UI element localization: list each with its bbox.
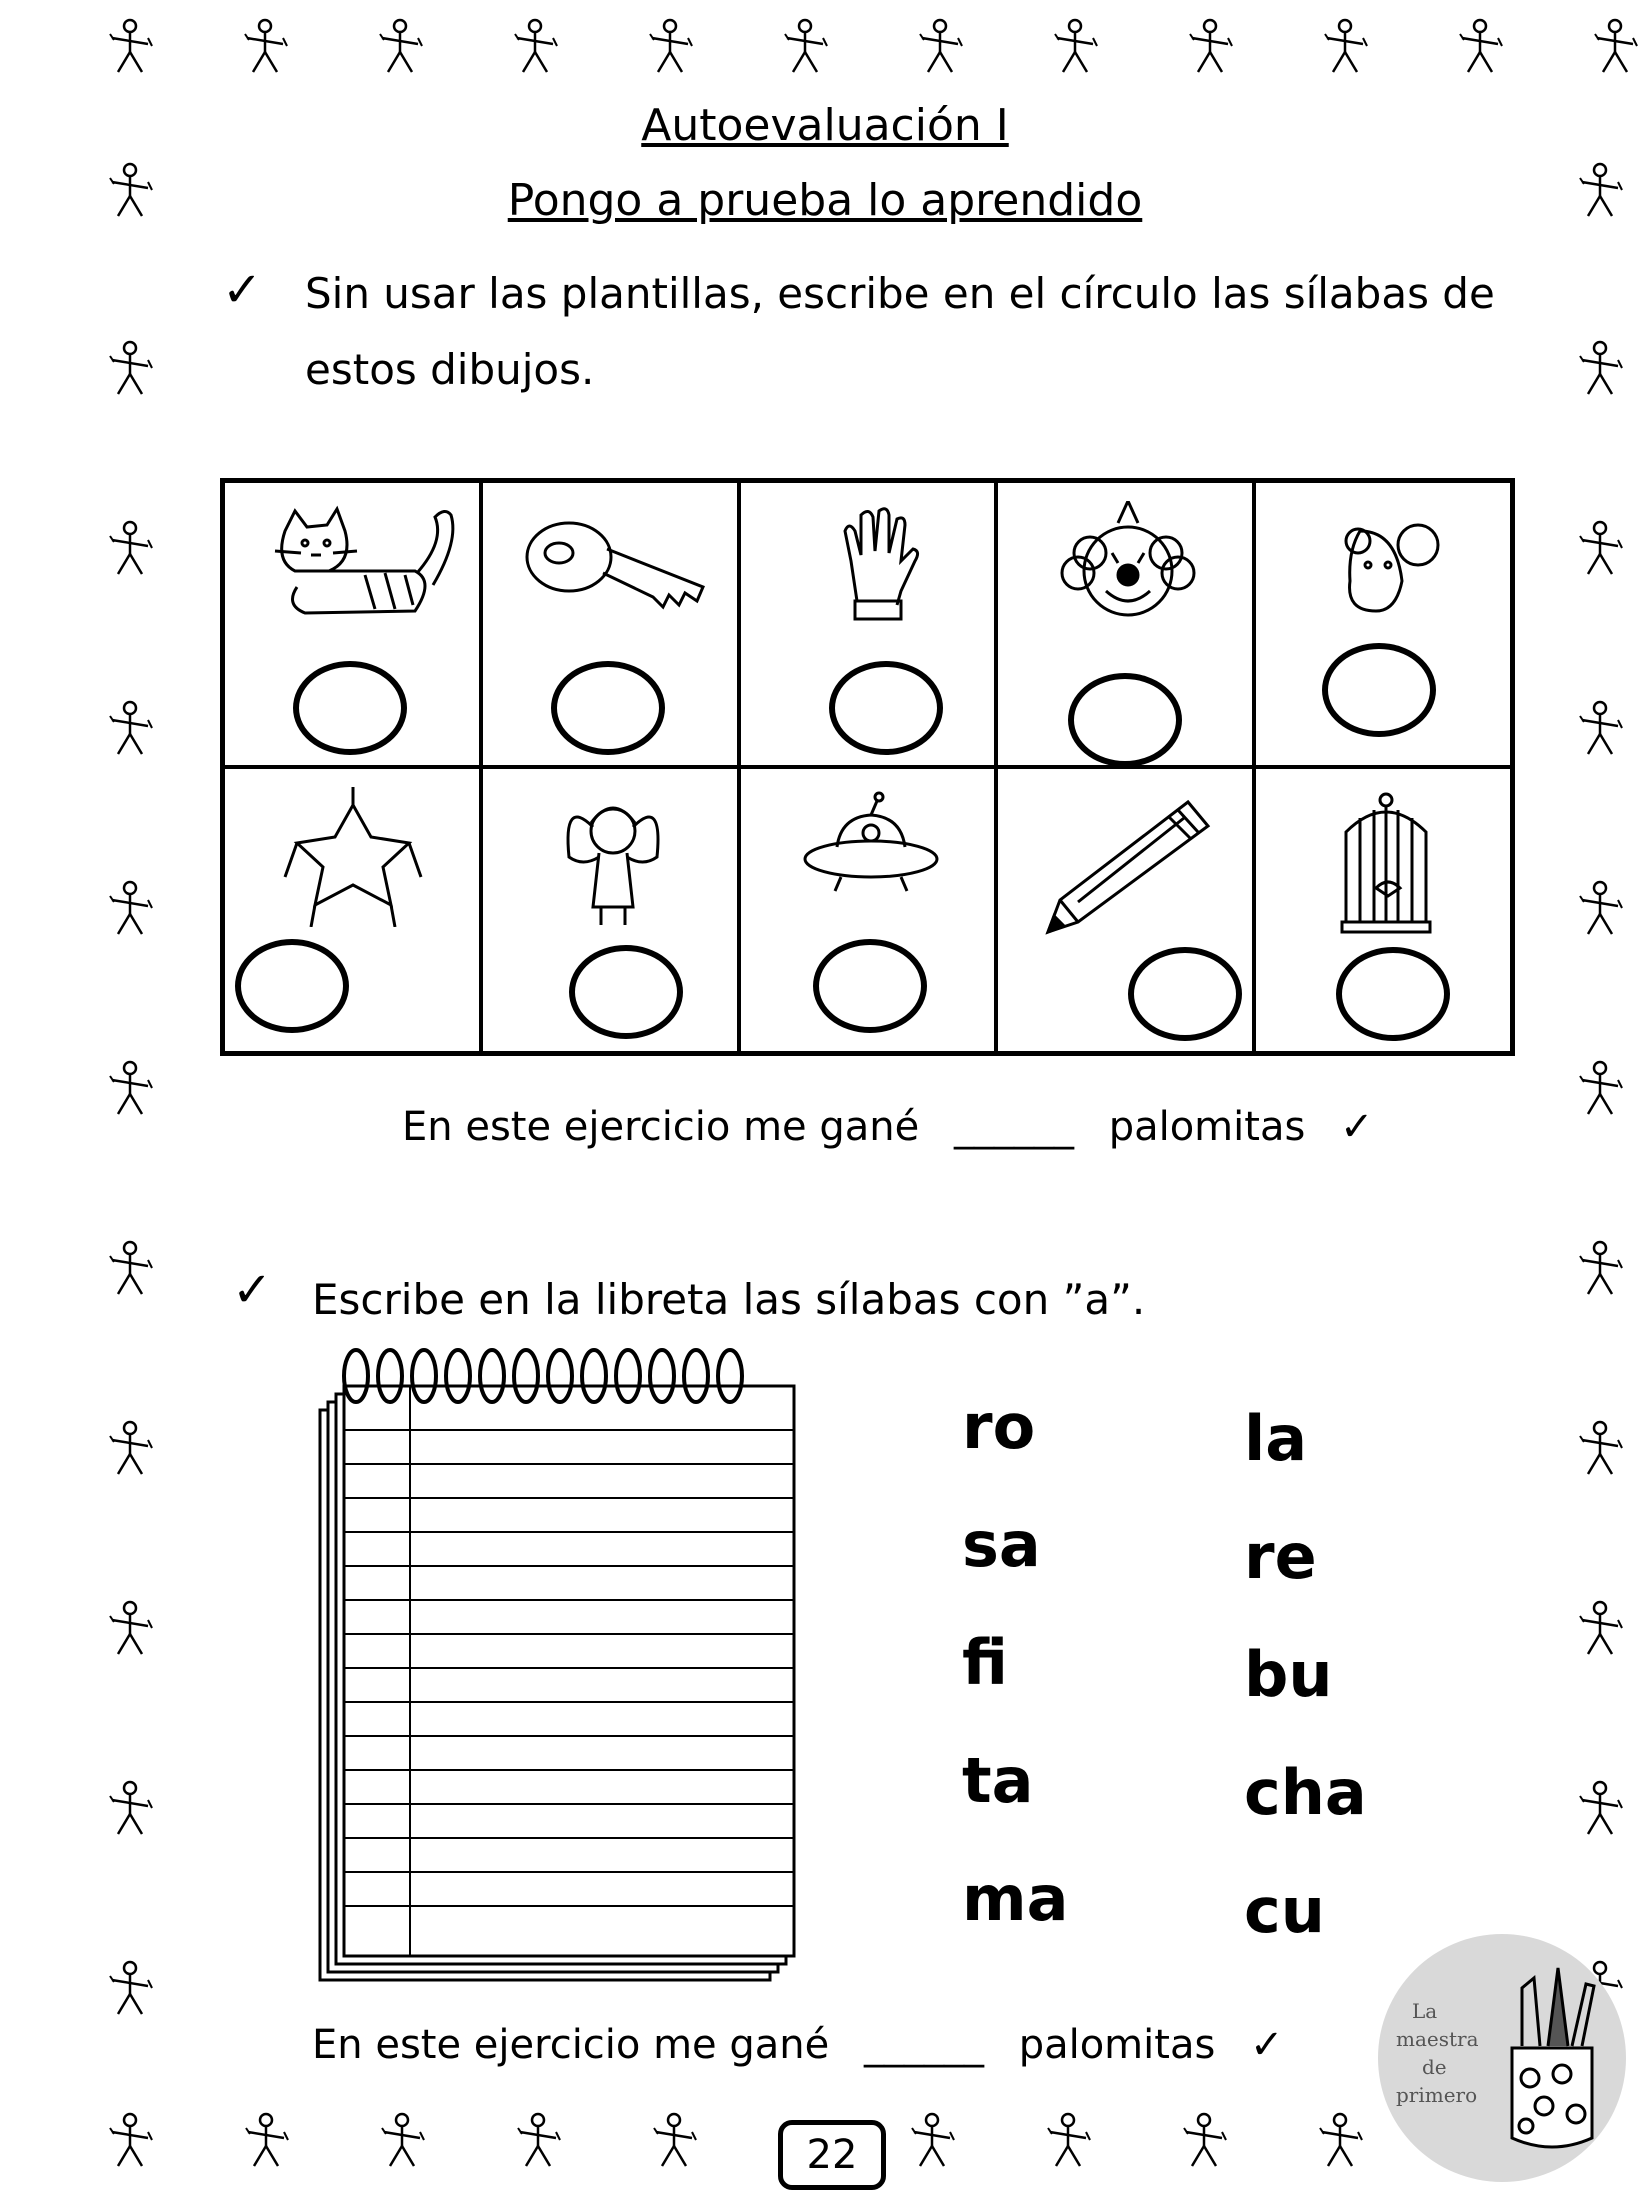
stick-figure-icon (102, 700, 158, 756)
syllable: cha (1244, 1756, 1367, 1829)
svg-text:primero: primero (1396, 2083, 1478, 2107)
syllable: sa (962, 1508, 1041, 1581)
stick-figure-icon (646, 2112, 702, 2168)
exercise1-instruction-line2: estos dibujos. (305, 345, 595, 394)
logo (1372, 1928, 1632, 2188)
stick-figure-icon (102, 880, 158, 936)
exercise1-instruction-line1: Sin usar las plantillas, escribe en el círculo las sílabas de (305, 269, 1495, 318)
stick-figure-icon (510, 2112, 566, 2168)
stick-figure-icon (1176, 2112, 1232, 2168)
page-subtitle: Pongo a prueba lo aprendido (507, 175, 1143, 226)
fairy-icon (503, 787, 723, 927)
answer-circle[interactable] (1128, 947, 1242, 1041)
answer-circle[interactable] (813, 939, 927, 1033)
page-number: 22 (778, 2120, 886, 2190)
stick-figure-icon (1572, 1060, 1628, 1116)
stick-figure-icon (1572, 880, 1628, 936)
grid-cell (481, 481, 739, 767)
stick-figure-icon (372, 18, 428, 74)
stick-figure-icon (102, 340, 158, 396)
stick-figure-icon (1572, 1240, 1628, 1296)
stick-figure-icon (102, 1960, 158, 2016)
ufo-icon (761, 787, 981, 927)
stick-figure-icon (1312, 2112, 1368, 2168)
notebook-icon (300, 1340, 810, 1990)
stick-figure-icon (1572, 1420, 1628, 1476)
cat-icon (245, 501, 465, 621)
stick-figure-icon (1572, 1780, 1628, 1836)
score-prefix: En este ejercicio me gané (312, 2022, 830, 2068)
check-icon: ✓ (222, 262, 263, 318)
syllable: re (1244, 1520, 1317, 1593)
grid-cell (223, 481, 481, 767)
stick-figure-icon (102, 1780, 158, 1836)
stick-figure-icon (1572, 1600, 1628, 1656)
clown-icon (1018, 501, 1238, 621)
stick-figure-icon (1182, 18, 1238, 74)
syllable: ro (962, 1390, 1036, 1463)
grid-cell (481, 767, 739, 1053)
stick-figure-icon (1047, 18, 1103, 74)
stick-figure-icon (102, 2112, 158, 2168)
stick-figure-icon (1572, 520, 1628, 576)
mouse-icon (1276, 501, 1496, 621)
answer-circle[interactable] (569, 945, 683, 1039)
syllable: la (1244, 1402, 1308, 1475)
answer-circle[interactable] (1068, 673, 1182, 767)
stick-figure-icon (1317, 18, 1373, 74)
syllable: fi (962, 1626, 1008, 1699)
stick-figure-icon (102, 1420, 158, 1476)
syllable: ta (962, 1744, 1034, 1817)
logo-text: La (1412, 1999, 1438, 2023)
birdcage-icon (1276, 787, 1496, 937)
stick-figure-icon (777, 18, 833, 74)
stick-figure-icon (102, 1060, 158, 1116)
score-blank: ______ (953, 1104, 1074, 1150)
stick-figure-icon (374, 2112, 430, 2168)
score-blank: ______ (863, 2022, 984, 2068)
answer-circle[interactable] (293, 661, 407, 755)
answer-circle[interactable] (829, 661, 943, 755)
svg-text:maestra: maestra (1396, 2027, 1479, 2051)
exercise2-instruction: Escribe en la libreta las sílabas con ”a”. (312, 1275, 1146, 1324)
grid-cell (1254, 767, 1512, 1053)
exercise1-score (402, 1104, 1396, 1150)
stick-figure-icon (1587, 18, 1643, 74)
grid-cell (1254, 481, 1512, 767)
check-icon: ✓ (1250, 2022, 1284, 2068)
syllable: bu (1244, 1638, 1333, 1711)
answer-circle[interactable] (1336, 947, 1450, 1041)
stick-figure-icon (237, 18, 293, 74)
key-icon (503, 501, 723, 621)
pencil-icon (1018, 787, 1238, 937)
syllable: ma (962, 1862, 1069, 1935)
stick-figure-icon (642, 18, 698, 74)
answer-circle[interactable] (1322, 643, 1436, 737)
stick-figure-icon (507, 18, 563, 74)
hand-icon (761, 501, 981, 621)
score-suffix: palomitas (1108, 1104, 1306, 1150)
svg-text:de: de (1422, 2055, 1447, 2079)
score-prefix: En este ejercicio me gané (402, 1104, 920, 1150)
stick-figure-icon (904, 2112, 960, 2168)
stick-figure-icon (102, 520, 158, 576)
score-suffix: palomitas (1018, 2022, 1216, 2068)
stick-figure-icon (102, 1240, 158, 1296)
page-title: Autoevaluación I (641, 100, 1009, 151)
stick-figure-icon (912, 18, 968, 74)
grid-cell (996, 481, 1254, 767)
stick-figure-icon (1040, 2112, 1096, 2168)
stick-figure-icon (102, 18, 158, 74)
check-icon: ✓ (232, 1262, 273, 1318)
picture-grid (220, 478, 1515, 1056)
stick-figure-icon (1452, 18, 1508, 74)
answer-circle[interactable] (235, 939, 349, 1033)
check-icon: ✓ (1340, 1104, 1374, 1150)
stick-figure-icon (102, 1600, 158, 1656)
exercise2-score (312, 2022, 1306, 2068)
grid-cell (739, 481, 997, 767)
pinata-icon (245, 787, 465, 927)
grid-cell (223, 767, 481, 1053)
stick-figure-icon (1572, 340, 1628, 396)
stick-figure-icon (238, 2112, 294, 2168)
syllable: cu (1244, 1874, 1325, 1947)
grid-cell (996, 767, 1254, 1053)
stick-figure-icon (1572, 700, 1628, 756)
grid-cell (739, 767, 997, 1053)
answer-circle[interactable] (551, 661, 665, 755)
